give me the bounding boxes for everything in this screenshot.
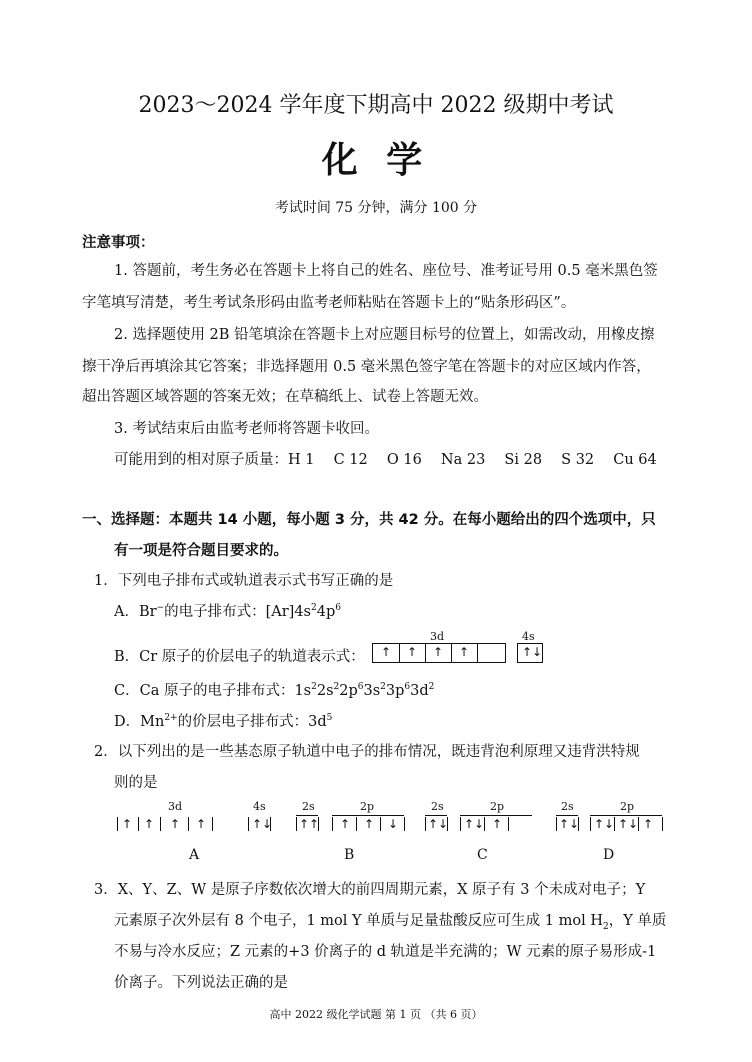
note-3: 3. 考试结束后由监考老师将答题卡收回。 xyxy=(114,421,379,437)
up-arrow-icon: ↑ xyxy=(170,817,181,831)
paired-arrows-icon: ↑↓ xyxy=(464,817,485,831)
q3-line-2: 元素原子次外层有 8 个电子，1 mol Y 单质与足量盐酸反应可生成 1 mol $H_2$，Y 单质 xyxy=(114,913,667,932)
up-arrow-icon: ↑ xyxy=(340,817,351,831)
up-arrow-icon: ↑ xyxy=(643,817,654,831)
paired-arrows-icon: ↑↓ xyxy=(618,817,639,831)
up-arrow-icon: ↑ xyxy=(433,645,444,659)
q2-option-a-label: A xyxy=(189,847,200,863)
q2-d-label-2s: 2s xyxy=(561,800,574,813)
subject-title: 化 学 xyxy=(321,140,431,181)
q3-line-3: 不易与冷水反应；Z 元素的+3 价离子的 d 轨道是半充满的；W 元素的原子易形成-1 xyxy=(114,944,657,960)
q2-a-label-3d: 3d xyxy=(168,800,183,813)
q1-option-d: D．$Mn^{2+}$的价层电子排布式：$3d^5$ xyxy=(114,713,333,730)
paired-arrows-icon: ↑↓ xyxy=(522,645,543,659)
notes-heading: 注意事项： xyxy=(82,235,155,251)
q2-option-b-label: B xyxy=(344,847,355,863)
up-arrow-icon: ↑ xyxy=(459,645,470,659)
atomic-mass-line: 可能用到的相对原子质量：H 1 C 12 O 16 Na 23 Si 28 S 32 Cu 64 xyxy=(114,452,657,468)
down-arrow-icon: ↓ xyxy=(388,817,399,831)
q1-option-c: C．Ca 原子的电子排布式：$1s^22s^22p^63s^23p^63d^2$ xyxy=(114,682,435,699)
exam-title: 2023～2024 学年度下期高中 2022 级期中考试 xyxy=(138,93,614,118)
paired-arrows-icon: ↑↓ xyxy=(594,817,615,831)
q2-a-label-4s: 4s xyxy=(253,800,266,813)
up-arrow-icon: ↑ xyxy=(144,817,155,831)
up-arrow-icon: ↑ xyxy=(122,817,133,831)
q1-stem: 1．下列电子排布式或轨道表示式书写正确的是 xyxy=(94,573,394,589)
q2-option-d-label: D xyxy=(603,847,615,863)
page-footer: 高中 2022 级化学试题 第 1 页 （共 6 页） xyxy=(269,1008,483,1021)
note-2-line-2: 擦干净后再填涂其它答案；非选择题用 0.5 毫米黑色签字笔在答题卡的对应区域内作答， xyxy=(82,359,651,375)
up-arrow-icon: ↑ xyxy=(492,817,503,831)
note-1-line-2: 字笔填写清楚，考生考试条形码由监考老师粘贴在答题卡上的“贴条形码区”。 xyxy=(82,295,576,311)
q1-b-label-3d: 3d xyxy=(430,630,445,643)
q2-stem-line-1: 2．以下列出的是一些基态原子轨道中电子的排布情况，既违背泡利原理又违背洪特规 xyxy=(94,744,640,760)
q2-option-c-label: C xyxy=(477,847,488,863)
up-arrow-icon: ↑ xyxy=(364,817,375,831)
up-arrow-icon: ↑ xyxy=(196,817,207,831)
q1-option-a: A．Br−的电子排布式：$[Ar]4s^24p^6$ xyxy=(114,603,341,620)
paired-arrows-icon: ↑↓ xyxy=(428,817,449,831)
q2-d-label-2p: 2p xyxy=(620,800,635,813)
paired-arrows-icon: ↑↓ xyxy=(559,817,580,831)
q3-line-1: 3．X、Y、Z、W 是原子序数依次增大的前四周期元素，X 原子有 3 个未成对电子；Y xyxy=(94,882,646,898)
q2-c-label-2s: 2s xyxy=(431,800,444,813)
up-arrow-icon: ↑ xyxy=(407,645,418,659)
q3-line-4: 价离子。下列说法正确的是 xyxy=(114,975,288,991)
up-up-arrows-icon: ↑↑ xyxy=(299,817,320,831)
note-2-line-3: 超出答题区域答题的答案无效；在草稿纸上、试卷上答题无效。 xyxy=(82,389,488,405)
note-1-line-1: 1. 答题前，考生务必在答题卡上将自己的姓名、座位号、准考证号用 0.5 毫米黑色签 xyxy=(114,263,658,279)
q2-stem-line-2: 则的是 xyxy=(114,775,158,791)
up-arrow-icon: ↑ xyxy=(381,645,392,659)
section-1-line-2: 有一项是符合题目要求的。 xyxy=(114,543,288,559)
q1-b-3d-orbital-box xyxy=(372,643,506,663)
q1-b-4s-orbital-box xyxy=(517,643,543,663)
section-1-line-1: 一、选择题：本题共 14 小题，每小题 3 分，共 42 分。在每小题给出的四个选项中，只 xyxy=(82,512,656,528)
paired-arrows-icon: ↑↓ xyxy=(252,817,273,831)
q1-b-label-4s: 4s xyxy=(522,630,535,643)
q2-b-label-2p: 2p xyxy=(360,800,375,813)
note-2-line-1: 2. 选择题使用 2B 铅笔填涂在答题卡上对应题目标号的位置上，如需改动，用橡皮擦 xyxy=(114,327,655,343)
q2-b-label-2s: 2s xyxy=(302,800,315,813)
exam-time: 考试时间 75 分钟，满分 100 分 xyxy=(274,200,478,216)
q1-option-b: B．Cr 原子的价层电子的轨道表示式： xyxy=(114,649,365,665)
q2-c-label-2p: 2p xyxy=(490,800,505,813)
